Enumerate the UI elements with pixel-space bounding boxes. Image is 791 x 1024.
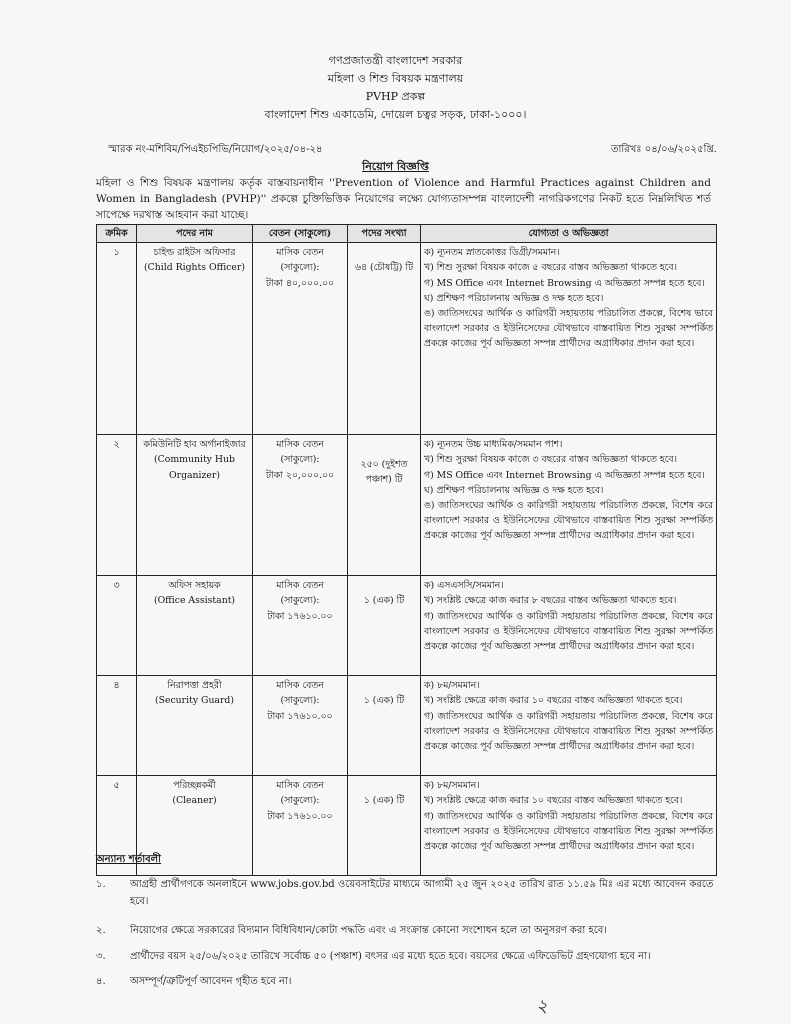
condition-item <box>96 876 716 910</box>
post-count: ১ (এক) টি <box>363 595 405 607</box>
salary-label: মাসিক বেতন <box>276 247 324 259</box>
post-name-bn: চাইল্ড রাইটস অফিসার <box>153 247 236 259</box>
condition-number: ৩. <box>96 951 106 962</box>
salary-amount: টাকা ১৭৬১০.০০ <box>267 710 333 722</box>
project-name: PVHP প্রকল্প <box>365 90 426 103</box>
other-conditions-title: অন্যান্য শর্তাবলী <box>96 854 161 865</box>
ministry-name: মহিলা ও শিশু বিষয়ক মন্ত্রণালয় <box>327 72 464 85</box>
salary-amount: টাকা ১৭৬১০.০০ <box>267 610 333 622</box>
row-qualifications <box>421 435 717 576</box>
row-qualifications <box>421 576 717 676</box>
letterhead <box>0 52 791 124</box>
post-name-en: (Office Assistant) <box>153 595 236 607</box>
row-post <box>137 243 253 435</box>
condition-number: ২. <box>96 925 106 936</box>
col-count: পদের সংখ্যা <box>348 225 421 243</box>
post-name-bn: নিরাপত্তা প্রহরী <box>167 680 222 692</box>
row-count <box>348 435 421 576</box>
intro-paragraph: মহিলা ও শিশু বিষয়ক মন্ত্রণালয় কর্তৃক বাস্তবায়নাধীন ''Prevention of Violence and Harmful Practices against Children and Women in Bangladesh (PVHP)'' প্রকল্পে চুক্তিভিত্তিক নিয়োগের লক্ষ্যে যোগ্যতাসম্পন্ন বাংলাদেশী নাগরিকগণের নিকট হতে নিম্নলিখিত শর্ত সাপেক্ষে দরখাস্ত আহবান করা যাচ্ছে। <box>96 177 711 221</box>
row-qualifications <box>421 776 717 876</box>
salary-label: মাসিক বেতন <box>276 780 324 792</box>
col-serial: ক্রমিক <box>97 225 137 243</box>
notice-title: নিয়োগ বিজ্ঞপ্তি <box>362 160 429 173</box>
qualification-item: খ) সংশ্লিষ্ট ক্ষেত্রে কাজ করার ১০ বছরের বাস্তব অভিজ্ঞতা থাকতে হবে। <box>424 695 683 707</box>
qualification-item: ক) ন্যূনতম স্নাতকোত্তর ডিগ্রী/সমমান। <box>424 247 560 259</box>
qualification-item: গ) জাতিসংঘের আর্থিক ও কারিগরী সহায়তায় পরিচালিত প্রকল্পে, বিশেষ করে বাংলাদেশ সরকার ও ইউনিসেফের যৌথভাবে বাস্তবায়িত শিশু সুরক্ষা সম্পর্কিত প্রকল্পে কাজের পূর্ব অভিজ্ঞতা সম্পন্ন প্রার্থীদের অগ্রাধিকার প্রদান করা হবে। <box>424 810 713 853</box>
qualification-item: ক) এসএসসি/সমমান। <box>424 580 504 592</box>
condition-text: প্রার্থীদের বয়স ২৫/০৬/২০২৫ তারিখে সর্বোচ্চ ৫০ (পঞ্চাশ) বৎসর এর মধ্যে হতে হবে। বয়সের ক্ষেত্রে এফিডেভিট গ্রহণযোগ্য হবে না। <box>130 951 651 962</box>
qualification-item: খ) সংশ্লিষ্ট ক্ষেত্রে কাজ করার ৮ বছরের বাস্তব অভিজ্ঞতা থাকতে হবে। <box>424 595 677 607</box>
post-count: ২৫০ (দুইশত পঞ্চাশ) টি <box>360 459 408 486</box>
salary-amount: টাকা ৪০,০০০.০০ <box>265 277 335 289</box>
row-serial: ৫ <box>97 776 137 876</box>
table-row <box>97 676 717 776</box>
table-row <box>97 576 717 676</box>
post-name-bn: পরিচ্ছন্নকর্মী <box>173 780 216 792</box>
memo-number: স্মারক নং-মশিবিম/পিএইচপিভি/নিয়োগ/২০২৫/০৪-২৪ <box>108 144 323 155</box>
qualification-item: ঘ) প্রশিক্ষণ পরিচালনায় অভিজ্ঞ ও দক্ষ হতে হবে। <box>424 484 604 496</box>
row-salary <box>253 576 348 676</box>
condition-number: ৪. <box>96 976 106 987</box>
salary-label: মাসিক বেতন <box>276 439 324 451</box>
post-name-en: (Cleaner) <box>172 795 217 807</box>
salary-label: মাসিক বেতন <box>276 680 324 692</box>
page-signature-mark: ২ <box>536 996 548 1017</box>
salary-sub: (সাকুল্যে): <box>280 695 320 707</box>
qualification-item: ক) ৮ম/সমমান। <box>424 780 480 792</box>
row-serial: ৩ <box>97 576 137 676</box>
qualification-item: খ) সংশ্লিষ্ট ক্ষেত্রে কাজ করার ১০ বছরের বাস্তব অভিজ্ঞতা থাকতে হবে। <box>424 795 683 807</box>
condition-item <box>96 973 716 990</box>
qualification-item: ঙ) জাতিসংঘের আর্থিক ও কারিগরী সহায়তায় পরিচালিত প্রকল্পে, বিশেষ ভাবে বাংলাদেশ সরকার ও ইউনিসেফের যৌথভাবে বাস্তবায়িত শিশু সুরক্ষা সম্পর্কিত প্রকল্পে কাজের পূর্ব অভিজ্ঞতা সম্পন্ন প্রার্থীদের অগ্রাধিকার প্রদান করা হবে। <box>424 308 713 350</box>
qualification-item: গ) জাতিসংঘের আর্থিক ও কারিগরী সহায়তায় পরিচালিত প্রকল্পে, বিশেষ করে বাংলাদেশ সরকার ও ইউনিসেফের যৌথভাবে বাস্তবায়িত শিশু সুরক্ষা সম্পর্কিত প্রকল্পে কাজের পূর্ব অভিজ্ঞতা সম্পন্ন প্রার্থীদের অগ্রাধিকার প্রদান করা হবে। <box>424 710 713 753</box>
condition-item <box>96 948 716 965</box>
post-count: ৬৪ (চৌষট্টি) টি <box>354 262 414 274</box>
row-post <box>137 576 253 676</box>
row-post <box>137 435 253 576</box>
row-count <box>348 676 421 776</box>
notice-date: তারিখঃ ০৪/০৬/২০২৫খ্রি. <box>610 144 717 155</box>
salary-sub: (সাকুল্যে): <box>280 595 320 607</box>
row-serial: ১ <box>97 243 137 435</box>
qualification-item: গ) জাতিসংঘের আর্থিক ও কারিগরী সহায়তায় পরিচালিত প্রকল্পে, বিশেষ করে বাংলাদেশ সরকার ও ইউনিসেফের যৌথভাবে বাস্তবায়িত শিশু সুরক্ষা সম্পর্কিত প্রকল্পে কাজের পূর্ব অভিজ্ঞতা সম্পন্ন প্রার্থীদের অগ্রাধিকার প্রদান করা হবে। <box>424 610 713 653</box>
qualification-item: ঘ) প্রশিক্ষণ পরিচালনায় অভিজ্ঞ ও দক্ষ হতে হবে। <box>424 292 604 304</box>
salary-label: মাসিক বেতন <box>276 580 324 592</box>
govt-name: গণপ্রজাতন্ত্রী বাংলাদেশ সরকার <box>328 54 463 67</box>
table-row <box>97 243 717 435</box>
row-count <box>348 243 421 435</box>
row-salary <box>253 243 348 435</box>
post-count: ১ (এক) টি <box>363 695 405 707</box>
condition-text: নিয়োগের ক্ষেত্রে সরকারের বিদ্যমান বিধিবিধান/কোটা পদ্ধতি এবং এ সংক্রান্ত কোনো সংশোধন হলে তা অনুসরণ করা হবে। <box>130 925 607 936</box>
col-qualification: যোগ্যতা ও অভিজ্ঞতা <box>421 225 717 243</box>
qualification-item: খ) শিশু সুরক্ষা বিষয়ক কাজে ৩ বছরের বাস্তব অভিজ্ঞতা থাকতে হবে। <box>424 454 677 466</box>
qualification-item: খ) শিশু সুরক্ষা বিষয়ক কাজে ৫ বছরের বাস্তব অভিজ্ঞতা থাকতে হবে। <box>424 262 677 274</box>
row-qualifications <box>421 243 717 435</box>
qualification-item: ঙ) জাতিসংঘের আর্থিক ও কারিগরী সহায়তায় পরিচালিত প্রকল্পে, বিশেষ করে বাংলাদেশ সরকার ও ইউনিসেফের যৌথভাবে বাস্তবায়িত শিশু সুরক্ষা সম্পর্কিত প্রকল্পে কাজের পূর্ব অভিজ্ঞতা সম্পন্ন প্রার্থীদের অগ্রাধিকার প্রদান করা হবে। <box>424 500 713 542</box>
qualification-item: ক) ৮ম/সমমান। <box>424 680 480 692</box>
qualification-item: গ) MS Office এবং Internet Browsing এ অভিজ্ঞতা সম্পন্ন হতে হবে। <box>424 277 705 289</box>
table-row <box>97 776 717 876</box>
condition-text: অসম্পূর্ণ/ত্রুটিপূর্ণ আবেদন গৃহীত হবে না। <box>130 976 292 987</box>
condition-number: ১. <box>96 879 106 890</box>
table-header-row <box>97 225 717 243</box>
col-salary: বেতন (সাকুল্যে) <box>253 225 348 243</box>
row-salary <box>253 676 348 776</box>
condition-text: আগ্রহী প্রার্থীগণকে অনলাইনে www.jobs.gov.bd ওয়েবসাইটের মাধ্যমে আগামী ২৫ জুন ২০২৫ তারিখ রাত ১১.৫৯ মিঃ এর মধ্যে আবেদন করতে হবে। <box>130 879 714 907</box>
qualification-item: ক) ন্যূনতম উচ্চ মাধ্যমিক/সমমান পাশ। <box>424 439 563 451</box>
condition-item <box>96 922 716 939</box>
qualification-item: গ) MS Office এবং Internet Browsing এ অভিজ্ঞতা সম্পন্ন হতে হবে। <box>424 469 705 481</box>
post-name-en: (Community Hub Organizer) <box>154 454 235 481</box>
row-salary <box>253 435 348 576</box>
salary-sub: (সাকুল্যে): <box>280 262 320 274</box>
salary-amount: টাকা ১৭৬১০.০০ <box>267 810 333 822</box>
row-count <box>348 776 421 876</box>
col-post: পদের নাম <box>137 225 253 243</box>
office-address: বাংলাদেশ শিশু একাডেমি, দোয়েল চত্বর সড়ক, ঢাকা-১০০০। <box>264 108 527 121</box>
salary-sub: (সাকুল্যে): <box>280 795 320 807</box>
post-name-bn: অফিস সহায়ক <box>168 580 221 592</box>
table-row <box>97 435 717 576</box>
row-count <box>348 576 421 676</box>
row-serial: ৪ <box>97 676 137 776</box>
row-qualifications <box>421 676 717 776</box>
row-salary <box>253 776 348 876</box>
post-name-en: (Child Rights Officer) <box>144 262 245 274</box>
row-serial: ২ <box>97 435 137 576</box>
post-name-en: (Security Guard) <box>154 695 235 707</box>
row-post <box>137 676 253 776</box>
vacancy-table <box>96 224 717 876</box>
post-count: ১ (এক) টি <box>363 795 405 807</box>
salary-sub: (সাকুল্যে): <box>280 454 320 466</box>
post-name-bn: কমিউনিটি হাব অর্গানাইজার <box>143 439 246 451</box>
salary-amount: টাকা ২০,০০০.০০ <box>265 469 335 481</box>
